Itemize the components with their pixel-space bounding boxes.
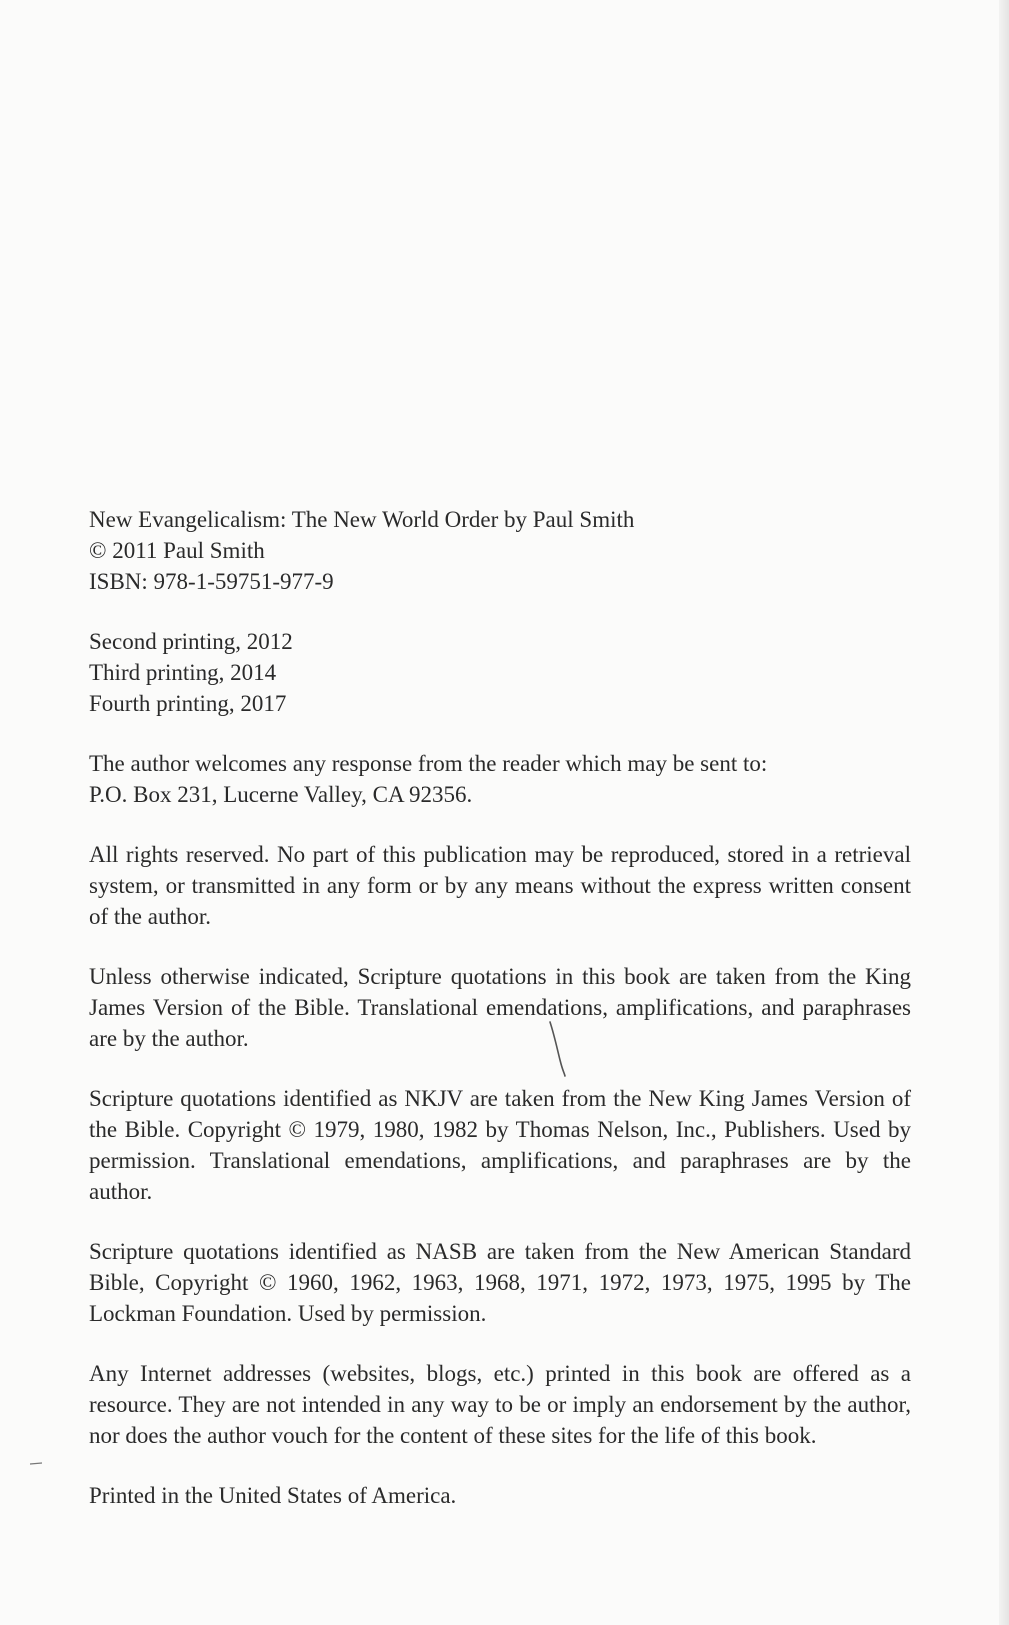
printings-paragraph [89,626,911,719]
kjv-notice-paragraph: Unless otherwise indicated, Scripture quotations in this book are taken from the King James Version of the Bible. Translational emendations, amplifications, and paraphrases are by the author. [89,964,911,1051]
pen-stray-mark [548,1020,568,1078]
paper-speck [30,1462,42,1465]
printing-line: Fourth printing, 2017 [89,691,287,716]
internet-notice-paragraph: Any Internet addresses (websites, blogs, etc.) printed in this book are offered as a resource. They are not intended in any way to be or imply an endorsement by the author, nor does the author vouch for the content of these sites for the life of this book. [89,1361,911,1448]
mailing-address: P.O. Box 231, Lucerne Valley, CA 92356. [89,782,473,807]
printing-line: Second printing, 2012 [89,629,293,654]
copyright-page-text [89,504,911,1540]
isbn-line: ISBN: 978-1-59751-977-9 [89,569,334,594]
response-intro: The author welcomes any response from the reader which may be sent to: [89,751,768,776]
book-title-line: New Evangelicalism: The New World Order by Paul Smith [89,507,635,532]
nasb-notice-paragraph: Scripture quotations identified as NASB are taken from the New American Standard Bible, Copyright © 1960, 1962, 1963, 1968, 1971, 1972, 1973, 1975, 1995 by The Lockman Foundation. Used by permission. [89,1239,911,1326]
rights-reserved-paragraph: All rights reserved. No part of this publication may be reproduced, stored in a retrieval system, or transmitted in any form or by any means without the express written consent of the author. [89,842,911,929]
book-info-paragraph [89,504,911,597]
page-edge-shadow [999,0,1009,1625]
copyright-line: © 2011 Paul Smith [89,538,265,563]
contact-paragraph [89,748,911,810]
printing-line: Third printing, 2014 [89,660,277,685]
nkjv-notice-paragraph: Scripture quotations identified as NKJV are taken from the New King James Version of the Bible. Copyright © 1979, 1980, 1982 by Thomas Nelson, Inc., Publishers. Used by permission. Translational emendations, amplifications, and paraphrases are by the author. [89,1086,911,1204]
printed-in-line: Printed in the United States of America. [89,1483,457,1508]
